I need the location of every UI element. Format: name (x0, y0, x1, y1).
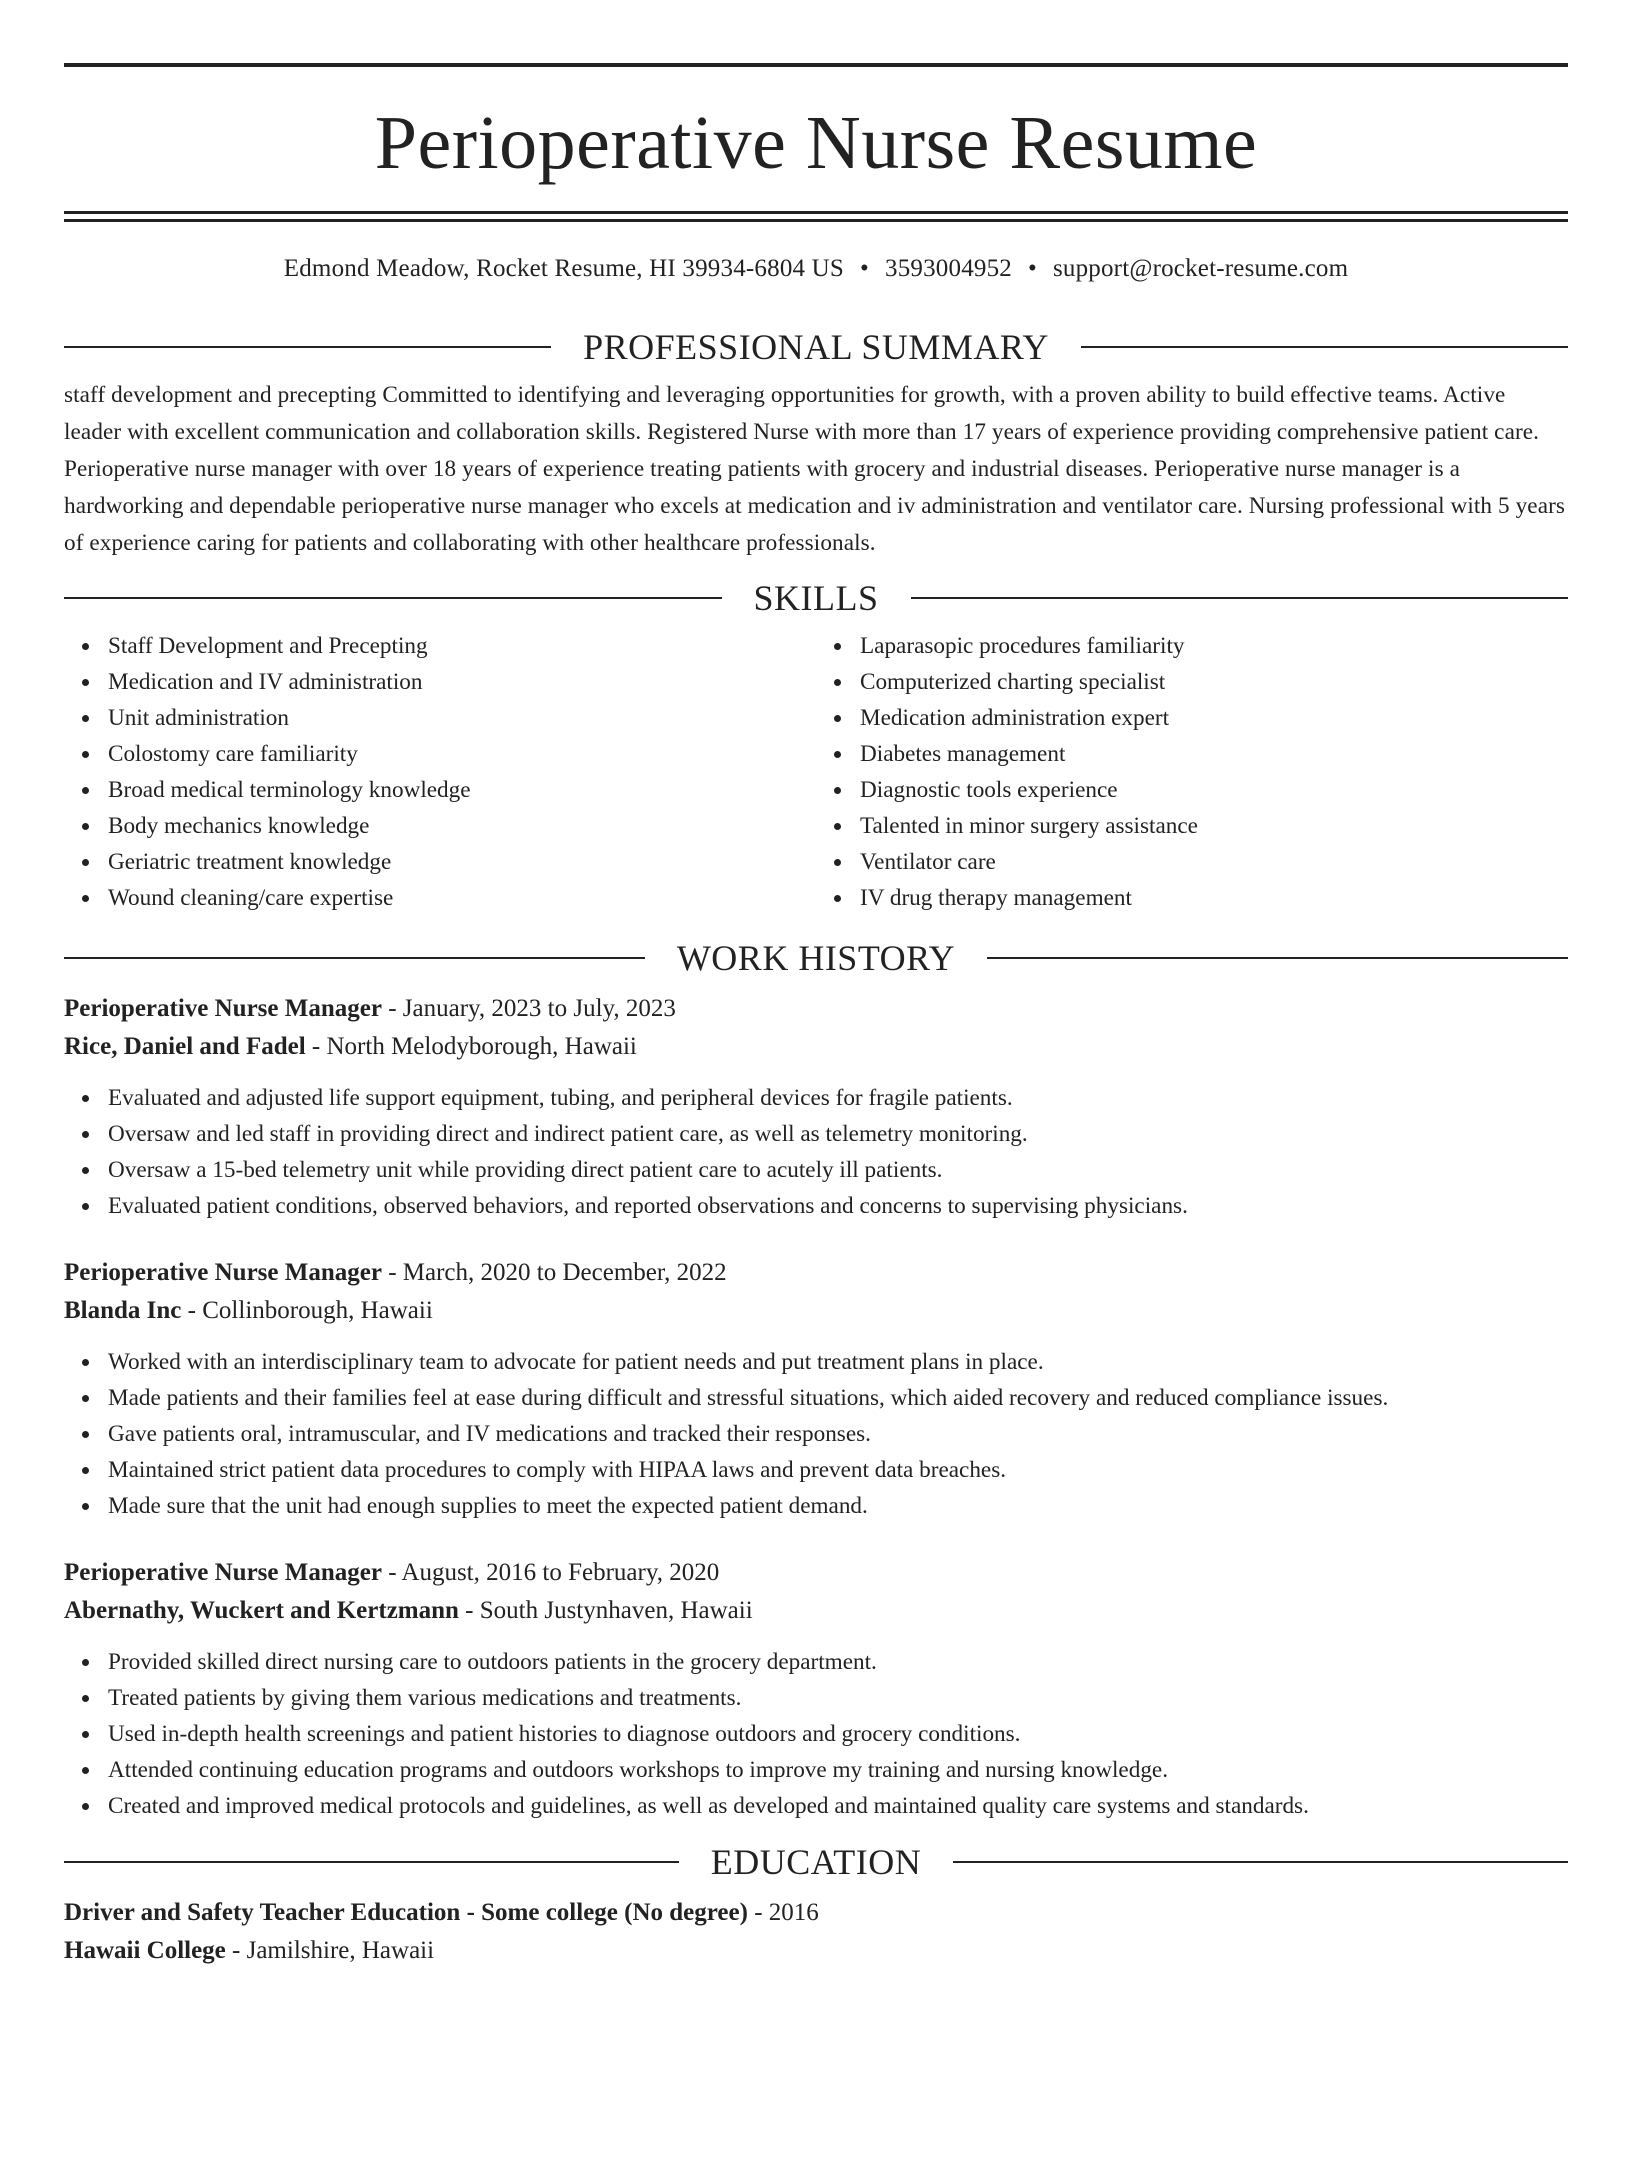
skill-item: Ventilator care (860, 844, 1568, 880)
title-double-rule (64, 211, 1568, 222)
job-company: Abernathy, Wuckert and Kertzmann (64, 1597, 459, 1624)
job-company-line (64, 1592, 1568, 1630)
job-dates: - March, 2020 to December, 2022 (381, 1259, 727, 1286)
skill-item: Colostomy care familiarity (108, 736, 816, 772)
skill-item: Geriatric treatment knowledge (108, 844, 816, 880)
job-company: Blanda Inc (64, 1297, 182, 1324)
job-dates: - August, 2016 to February, 2020 (381, 1559, 720, 1586)
skill-item: Body mechanics knowledge (108, 808, 816, 844)
job-title: Perioperative Nurse Manager (64, 1559, 382, 1586)
skill-item: Diabetes management (860, 736, 1568, 772)
section-title: WORK HISTORY (676, 938, 956, 978)
skill-item: Wound cleaning/care expertise (108, 880, 816, 916)
education-school-line (64, 1932, 1568, 1970)
summary-text: staff development and precepting Committed to identifying and leveraging opportunities for growth, with a proven ability to build effective teams. Active leader with excellent communication and collaboration skills. Registered Nurse with more than 17 years of experience providing comprehensive patient care. Perioperative nurse manager with over 18 years of experience treating patients with grocery and industrial diseases. Perioperative nurse manager is a hardworking and dependable perioperative nurse manager who excels at medication and iv administration and ventilator care. Nursing professional with 5 years of experience caring for patients and collaborating with other healthcare professionals. (64, 382, 1566, 556)
heading-rule (953, 1861, 1568, 1863)
skill-item: Medication administration expert (860, 700, 1568, 736)
job-title-line (64, 990, 1568, 1028)
duty-item: Provided skilled direct nursing care to outdoors patients in the grocery department. (108, 1644, 1568, 1680)
section-title: PROFESSIONAL SUMMARY (583, 327, 1049, 367)
section-heading-work (64, 940, 1568, 976)
skill-item: Unit administration (108, 700, 816, 736)
skill-item: Diagnostic tools experience (860, 772, 1568, 808)
skill-item: IV drug therapy management (860, 880, 1568, 916)
duty-item: Created and improved medical protocols and guidelines, as well as developed and maintained quality care systems and standards. (108, 1788, 1568, 1824)
skill-item: Computerized charting specialist (860, 664, 1568, 700)
contact-address: Edmond Meadow, Rocket Resume, HI 39934-6804 US (283, 255, 845, 282)
job-title: Perioperative Nurse Manager (64, 1259, 382, 1286)
heading-rule (64, 1861, 679, 1863)
duty-item: Made sure that the unit had enough supplies to meet the expected patient demand. (108, 1488, 1568, 1524)
skill-item: Staff Development and Precepting (108, 628, 816, 664)
heading-rule (911, 597, 1569, 599)
education-year: - 2016 (747, 1899, 819, 1926)
contact-separator: • (1028, 255, 1037, 282)
skills-list (64, 628, 1568, 916)
job-dates: - January, 2023 to July, 2023 (381, 995, 676, 1022)
section-heading-education (64, 1844, 1568, 1880)
section-title: EDUCATION (710, 1842, 922, 1882)
education-school: Hawaii College (64, 1937, 226, 1964)
duty-item: Evaluated and adjusted life support equipment, tubing, and peripheral devices for fragile patients. (108, 1080, 1568, 1116)
heading-rule (1081, 346, 1568, 348)
skills-column-left (64, 628, 816, 916)
duty-item: Used in-depth health screenings and patient histories to diagnose outdoors and grocery conditions. (108, 1716, 1568, 1752)
page-title: Perioperative Nurse Resume (374, 101, 1258, 185)
duty-item: Worked with an interdisciplinary team to advocate for patient needs and put treatment plans in place. (108, 1344, 1568, 1380)
skill-item: Talented in minor surgery assistance (860, 808, 1568, 844)
contact-phone: 3593004952 (885, 255, 1012, 282)
job-duties (64, 1344, 1568, 1524)
skill-item: Laparasopic procedures familiarity (860, 628, 1568, 664)
job-location: - North Melodyborough, Hawaii (305, 1033, 637, 1060)
contact-line (64, 255, 1568, 283)
heading-rule (64, 346, 551, 348)
resume-page (0, 63, 1632, 2175)
heading-rule (987, 957, 1568, 959)
job-location: - Collinborough, Hawaii (181, 1297, 433, 1324)
section-heading-skills (64, 580, 1568, 616)
job-entry (64, 1254, 1568, 1524)
top-rule (64, 63, 1568, 67)
heading-rule (64, 957, 645, 959)
job-company-line (64, 1028, 1568, 1066)
skills-column-right (816, 628, 1568, 916)
job-location: - South Justynhaven, Hawaii (458, 1597, 753, 1624)
duty-item: Made patients and their families feel at ease during difficult and stressful situations, which aided recovery and reduced compliance issues. (108, 1380, 1568, 1416)
section-title: SKILLS (753, 578, 879, 618)
section-heading-summary (64, 329, 1568, 365)
duty-item: Oversaw a 15-bed telemetry unit while providing direct patient care to acutely ill patients. (108, 1152, 1568, 1188)
job-company: Rice, Daniel and Fadel (64, 1033, 306, 1060)
job-title: Perioperative Nurse Manager (64, 995, 382, 1022)
duty-item: Attended continuing education programs and outdoors workshops to improve my training and nursing knowledge. (108, 1752, 1568, 1788)
contact-separator: • (860, 255, 869, 282)
duty-item: Evaluated patient conditions, observed behaviors, and reported observations and concerns to supervising physicians. (108, 1188, 1568, 1224)
skill-item: Broad medical terminology knowledge (108, 772, 816, 808)
job-duties (64, 1080, 1568, 1224)
contact-email: support@rocket-resume.com (1052, 255, 1349, 282)
skill-item: Medication and IV administration (108, 664, 816, 700)
education-entry (64, 1894, 1568, 1970)
duty-item: Oversaw and led staff in providing direct and indirect patient care, as well as telemetry monitoring. (108, 1116, 1568, 1152)
job-entry (64, 1554, 1568, 1824)
job-company-line (64, 1292, 1568, 1330)
education-location: - Jamilshire, Hawaii (225, 1937, 435, 1964)
education-degree: Driver and Safety Teacher Education - Some college (No degree) (64, 1899, 748, 1926)
job-title-line (64, 1554, 1568, 1592)
duty-item: Treated patients by giving them various medications and treatments. (108, 1680, 1568, 1716)
education-degree-line (64, 1894, 1568, 1932)
duty-item: Gave patients oral, intramuscular, and IV medications and tracked their responses. (108, 1416, 1568, 1452)
job-title-line (64, 1254, 1568, 1292)
heading-rule (64, 597, 722, 599)
job-duties (64, 1644, 1568, 1824)
duty-item: Maintained strict patient data procedures to comply with HIPAA laws and prevent data breaches. (108, 1452, 1568, 1488)
job-entry (64, 990, 1568, 1224)
